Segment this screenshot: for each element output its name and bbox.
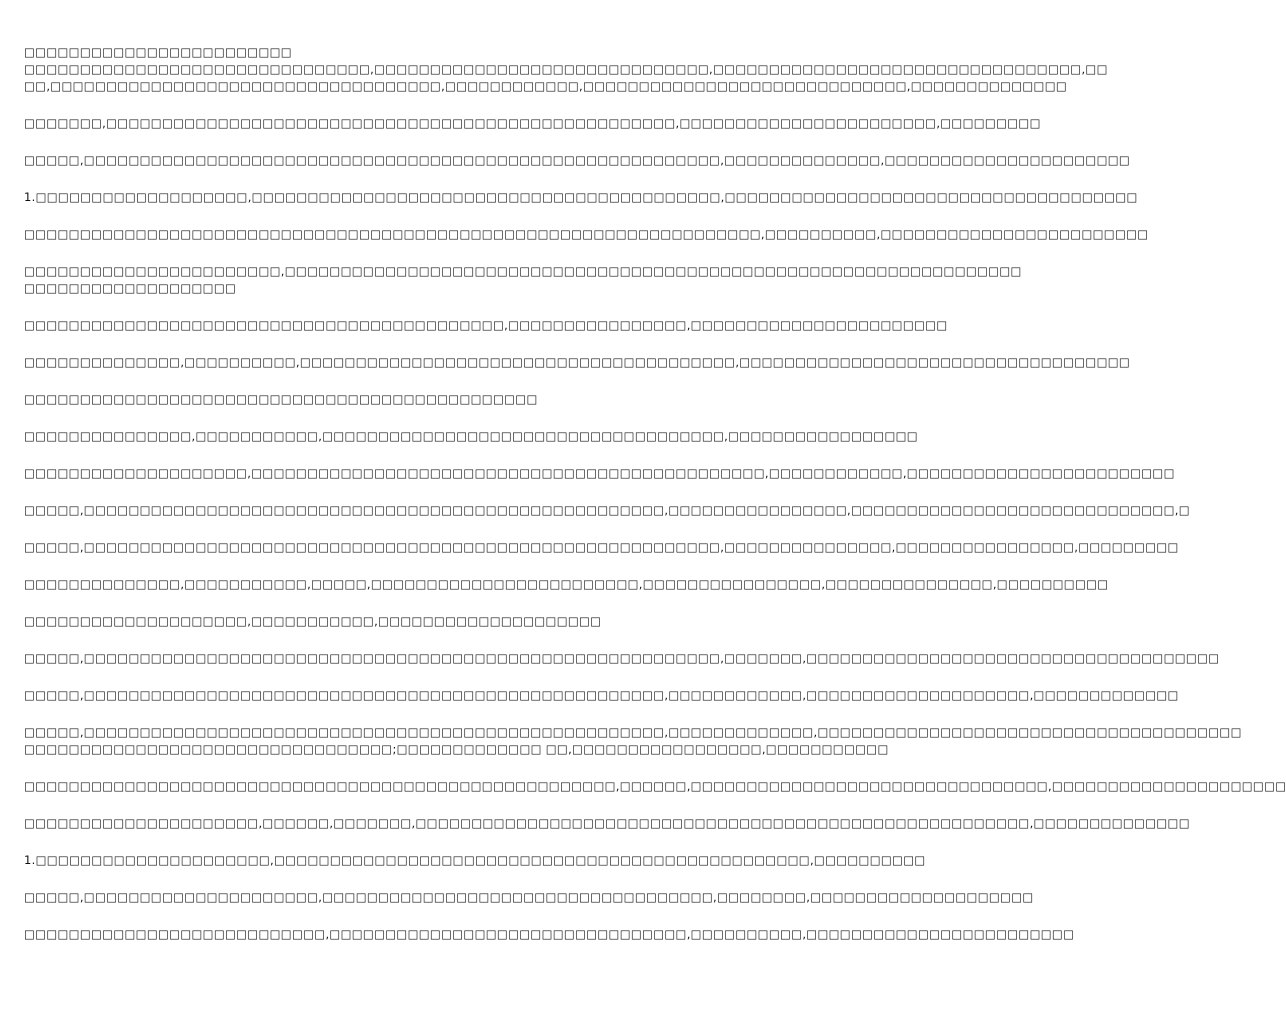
text-line: □□□□□□□□□□□□□□□□□□□□□□□□□□□□□□□□□□□□□□□□□□□□□□□□□□□□□□□□□□□□□□□□□□,□□□□□□□□□□,□□□□□□□□□□□□□□□□□□□□□□□□ [24,227,1149,241]
text-line: □□□□□□□□□□□□□□□□□□□□□□□,□□□□□□□□□□□□□□□□□□□□□□□□□□□□□□□□□□□□□□□□□□□□□□□□□□□□□□□□□□□□□□□□□□ [24,264,1022,278]
text-line: 1.□□□□□□□□□□□□□□□□□□□□□,□□□□□□□□□□□□□□□□□□□□□□□□□□□□□□□□□□□□□□□□□□□□□□□□,□□□□□□□□□□ [24,853,926,867]
text-line: □□□□□□□□□□□□□□□□□□□□□□□□ [24,45,292,59]
text-line: □□□□□,□□□□□□□□□□□□□□□□□□□□□,□□□□□□□□□□□□□□□□□□□□□□□□□□□□□□□□□□□,□□□□□□□□,□□□□□□□□□□□□□□□□□□□□ [24,890,1034,904]
text-line: □□□□□,□□□□□□□□□□□□□□□□□□□□□□□□□□□□□□□□□□□□□□□□□□□□□□□□□□□□,□□□□□□□□□□□□□□□□,□□□□□□□□□□□□□□□□□□□□□□□□□□□□□,□ [24,503,1190,517]
text-line: □□□□□□□□□□□□□□,□□□□□□□□□□,□□□□□□□□□□□□□□□□□□□□□□□□□□□□□□□□□□□□□□□,□□□□□□□□□□□□□□□□□□□□□□□□□□□□□□□□□□□ [24,355,1131,369]
text-line: □□□□□,□□□□□□□□□□□□□□□□□□□□□□□□□□□□□□□□□□□□□□□□□□□□□□□□□□□□,□□□□□□□□□□□□□,□□□□□□□□□□□□□□□□□□□□□□□□□□□□□□□□□□□□□□ [24,725,1242,739]
text-line: □□□□□□□□□□□□□□□,□□□□□□□□□□□,□□□□□□□□□□□□□□□□□□□□□□□□□□□□□□□□□□□□,□□□□□□□□□□□□□□□□□ [24,429,918,443]
text-line: □□□□□□□□□□□□□□□□□□□□,□□□□□□□□□□□□□□□□□□□□□□□□□□□□□□□□□□□□□□□□□□□□□□,□□□□□□□□□□□□,□□□□□□□□□□□□□□□□□□□□□□□□ [24,466,1175,480]
text-line: □□□□□□□□□□□□□□□□□□□□□□□□□□□,□□□□□□□□□□□□□□□□□□□□□□□□□□□□□□□□,□□□□□□□□□□,□□□□□□□□□□□□□□□□□□□□□□□□ [24,927,1075,941]
text-line: □□□□□□□□□□□□□□,□□□□□□□□□□□,□□□□□,□□□□□□□□□□□□□□□□□□□□□□□□,□□□□□□□□□□□□□□□□,□□□□□□□□□□□□□□□,□□□□□□□□□□ [24,577,1109,591]
text-line: □□□□□□□□□□□□□□□□□□□□□□□□□□□□□□□□□□□□□□□□□□□□□□□□□□□□□,□□□□□□,□□□□□□□□□□□□□□□□□□□□□□□□□□□□□□□□,□□□□□□□□□□□□□□□□□□□□□ [24,779,1286,793]
text-line: □□□□□□□□□□□□□□□□□□□□□□□□□□□□□□□,□□□□□□□□□□□□□□□□□□□□□□□□□□□□□□,□□□□□□□□□□□□□□□□□□□□□□□□□□□□□□□□□,□□ [24,62,1108,76]
text-line: □□□□□□□□□□□□□□□□□□□□□□□□□□□□□□□□□□□□□□□□□□□,□□□□□□□□□□□□□□□□,□□□□□□□□□□□□□□□□□□□□□□□ [24,318,948,332]
text-line: □□□□□□□,□□□□□□□□□□□□□□□□□□□□□□□□□□□□□□□□□□□□□□□□□□□□□□□□□□□,□□□□□□□□□□□□□□□□□□□□□□□,□□□□□□□□□ [24,116,1041,130]
document-body [24,44,1286,943]
text-line: □□□□□□□□□□□□□□□□□□□□□,□□□□□□,□□□□□□□,□□□□□□□□□□□□□□□□□□□□□□□□□□□□□□□□□□□□□□□□□□□□□□□□□□□□□□□,□□□□□□□□□□□□□□ [24,816,1190,830]
text-line: □□□□□,□□□□□□□□□□□□□□□□□□□□□□□□□□□□□□□□□□□□□□□□□□□□□□□□□□□□,□□□□□□□□□□□□,□□□□□□□□□□□□□□□□□□□□,□□□□□□□□□□□□□ [24,688,1179,702]
text-line: □□□□□□□□□□□□□□□□□□□□□□□□□□□□□□□□□;□□□□□□□□□□□□□ □□,□□□□□□□□□□□□□□□□□,□□□□□□□□□□□ [24,742,889,756]
text-line: □□□□□,□□□□□□□□□□□□□□□□□□□□□□□□□□□□□□□□□□□□□□□□□□□□□□□□□□□□□□□□□,□□□□□□□,□□□□□□□□□□□□□□□□□□□□□□□□□□□□□□□□□□□□□ [24,651,1220,665]
text-line: □□□□□□□□□□□□□□□□□□□□,□□□□□□□□□□□,□□□□□□□□□□□□□□□□□□□□ [24,614,602,628]
text-line: □□□□□□□□□□□□□□□□□□□□□□□□□□□□□□□□□□□□□□□□□□□□□□ [24,392,538,406]
text-line: □□□□□,□□□□□□□□□□□□□□□□□□□□□□□□□□□□□□□□□□□□□□□□□□□□□□□□□□□□□□□□□,□□□□□□□□□□□□□□□,□□□□□□□□□□□□□□□□,□□□□□□□□□ [24,540,1179,554]
text-line: □□,□□□□□□□□□□□□□□□□□□□□□□□□□□□□□□□□□□□,□□□□□□□□□□□□,□□□□□□□□□□□□□□□□□□□□□□□□□□□□□,□□□□□□□□□□□□□□ [24,79,1068,93]
text-line: □□□□□□□□□□□□□□□□□□□ [24,281,237,295]
text-line: □□□□□,□□□□□□□□□□□□□□□□□□□□□□□□□□□□□□□□□□□□□□□□□□□□□□□□□□□□□□□□□,□□□□□□□□□□□□□□,□□□□□□□□□□□□□□□□□□□□□□ [24,153,1131,167]
text-line: 1.□□□□□□□□□□□□□□□□□□□,□□□□□□□□□□□□□□□□□□□□□□□□□□□□□□□□□□□□□□□□□□,□□□□□□□□□□□□□□□□□□□□□□□□□□□□□□□□□□□□□ [24,190,1138,204]
